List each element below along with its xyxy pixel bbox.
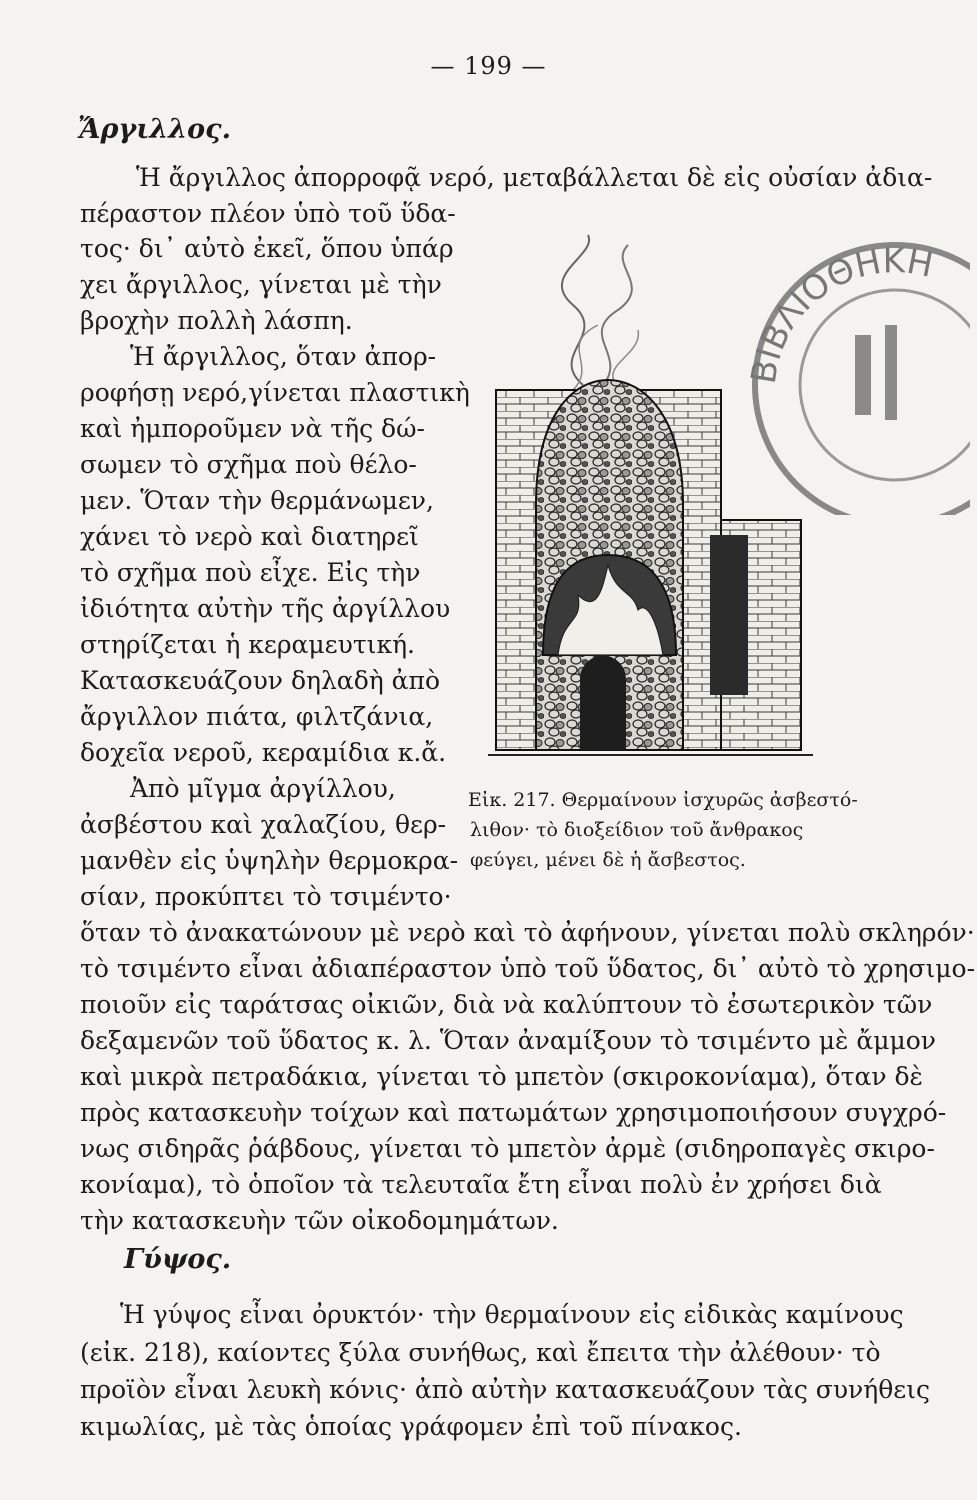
text-line: Κατασκευάζουν δηλαδὴ ἀπὸ	[80, 666, 441, 695]
text-line: ἀσβέστου καὶ χαλαζίου, θερ-	[80, 810, 447, 839]
text-line: πέραστον πλέον ὑπὸ τοῦ ὕδα-	[80, 199, 456, 228]
text-line: μανθὲν εἰς ὑψηλὴν θερμοκρα-	[80, 846, 459, 875]
text-line: (εἰκ. 218), καίοντες ξύλα συνήθως, καὶ ἔπειτα τὴν ἀλέθουν· τὸ	[80, 1338, 881, 1367]
page-number: — 199 —	[430, 52, 547, 80]
figure-caption-line: Εἰκ. 217. Θερμαίνουν ἰσχυρῶς ἀσβεστό-	[468, 789, 858, 811]
text-line: κιμωλίας, μὲ τὰς ὁποίας γράφομεν ἐπὶ τοῦ πίνακος.	[80, 1412, 742, 1441]
text-line: ὅταν τὸ ἀνακατώνουν μὲ νερὸ καὶ τὸ ἀφήνουν, γίνεται πολὺ σκληρόν·	[80, 918, 975, 947]
text-line: Ἡ ἄργιλλος, ὅταν ἀπορ-	[130, 342, 437, 371]
section-heading-argillos: Ἄργιλλος.	[78, 114, 232, 145]
text-line: δεξαμενῶν τοῦ ὕδατος κ. λ. Ὅταν ἀναμίξουν τὸ τσιμέντο μὲ ἄμμον	[80, 1026, 936, 1055]
text-line: ροφήσῃ νερό,γίνεται πλαστικὴ	[80, 378, 470, 407]
text-line: μεν. Ὅταν τὴν θερμάνωμεν,	[80, 486, 434, 515]
text-line: δοχεῖα νεροῦ, κεραμίδια κ.ἄ.	[80, 738, 447, 767]
text-line: σίαν, προκύπτει τὸ τσιμέντο·	[80, 882, 452, 911]
figure-caption-line: φεύγει, μένει δὲ ἡ ἄσβεστος.	[470, 849, 746, 871]
text-line: βροχὴν πολλὴ λάσπη.	[80, 306, 353, 335]
text-line: τὸ τσιμέντο εἶναι ἀδιαπέραστον ὑπὸ τοῦ ὕδατος, δι᾽ αὐτὸ τὸ χρησιμο-	[80, 954, 976, 983]
figure-caption-line: λιθον· τὸ διοξείδιον τοῦ ἄνθρακος	[470, 819, 804, 841]
text-line: ἰδιότητα αὐτὴν τῆς ἀργίλλου	[80, 594, 451, 623]
text-line: τὴν κατασκευὴν τῶν οἰκοδομημάτων.	[80, 1206, 559, 1235]
text-line: καὶ ἠμποροῦμεν νὰ τῆς δώ-	[80, 414, 425, 443]
text-line: Ἡ γύψος εἶναι ὀρυκτόν· τὴν θερμαίνουν εἰς εἰδικὰς καμίνους	[120, 1300, 904, 1329]
text-line: σωμεν τὸ σχῆμα ποὺ θέλο-	[80, 450, 417, 479]
text-line: τος· δι᾽ αὐτὸ ἐκεῖ, ὅπου ὑπάρ	[80, 234, 454, 263]
text-line: Ἀπὸ μῖγμα ἀργίλλου,	[130, 774, 396, 803]
svg-text:ΒΙΒΛΙΟΘΗΚΗ	[744, 241, 936, 386]
text-line: πρὸς κατασκευὴν τοίχων καὶ πατωμάτων χρησιμοποιήσουν συγχρό-	[80, 1098, 947, 1127]
text-line: προϊὸν εἶναι λευκὴ κόνις· ἀπὸ αὐτὴν κατασκευάζουν τὰς συνήθεις	[80, 1375, 931, 1404]
text-line: χάνει τὸ νερὸ καὶ διατηρεῖ	[80, 522, 419, 551]
text-line: καὶ μικρὰ πετραδάκια, γίνεται τὸ μπετὸν (σκιροκονίαμα), ὅταν δὲ	[80, 1062, 923, 1091]
text-line: τὸ σχῆμα ποὺ εἶχε. Εἰς τὴν	[80, 558, 421, 587]
text-line: ποιοῦν εἰς ταράτσας οἰκιῶν, διὰ νὰ καλύπτουν τὸ ἐσωτερικὸν τῶν	[80, 990, 933, 1019]
text-line: ἄργιλλον πιάτα, φιλτζάνια,	[80, 702, 434, 731]
section-heading-gypsos: Γύψος.	[124, 1244, 232, 1275]
text-line: νως σιδηρᾶς ῥάβδους, γίνεται τὸ μπετὸν ἀρμὲ (σιδηροπαγὲς σκιρο-	[80, 1134, 935, 1163]
text-line: κονίαμα), τὸ ὁποῖον τὰ τελευταῖα ἔτη εἶναι πολὺ ἐν χρήσει διὰ	[80, 1170, 882, 1199]
library-stamp	[735, 215, 970, 515]
stamp-text: ΒΙΒΛΙΟΘΗΚΗ	[743, 241, 937, 387]
text-line: Ἡ ἄργιλλος ἀπορροφᾷ νερό, μεταβάλλεται δὲ εἰς οὐσίαν ἀδια-	[136, 163, 933, 192]
text-line: στηρίζεται ἡ κεραμευτική.	[80, 630, 415, 659]
text-line: χει ἄργιλλος, γίνεται μὲ τὴν	[80, 270, 442, 299]
